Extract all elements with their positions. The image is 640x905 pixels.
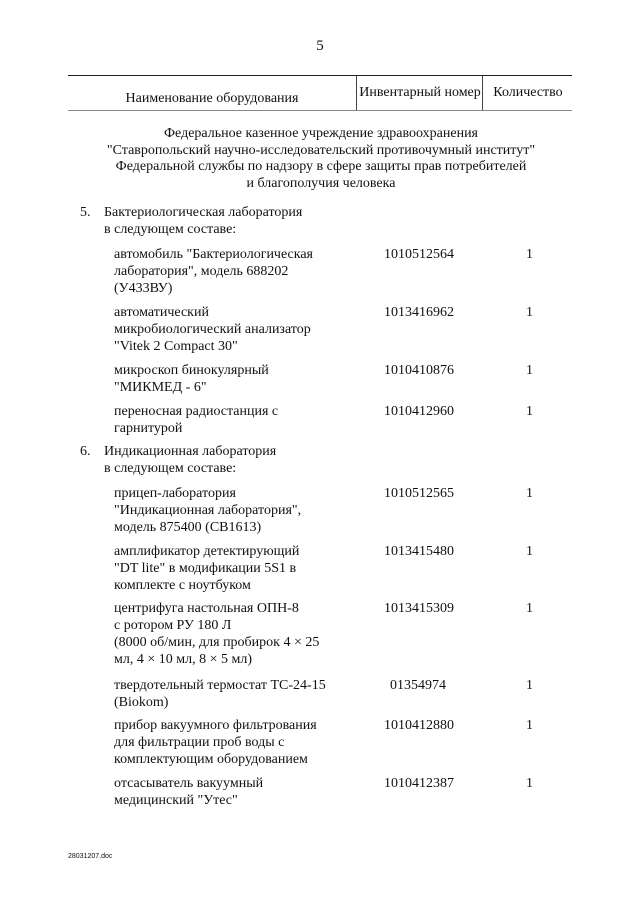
inventory-number: 1010512564 bbox=[384, 247, 454, 262]
equipment-name-line: (8000 об/мин, для пробирок 4 × 25 bbox=[114, 635, 320, 650]
inventory-number: 1013415480 bbox=[384, 544, 454, 559]
equipment-name bbox=[114, 717, 359, 768]
equipment-name-line: медицинский "Утес" bbox=[114, 793, 238, 808]
equipment-name-line: микроскоп бинокулярный bbox=[114, 363, 269, 378]
inventory-number: 01354974 bbox=[390, 678, 446, 693]
quantity: 1 bbox=[526, 718, 533, 733]
inventory-number: 1013416962 bbox=[384, 305, 454, 320]
inventory-number: 1010412960 bbox=[384, 404, 454, 419]
equipment-name bbox=[114, 246, 359, 297]
header-inventory-number: Инвентарный номер bbox=[356, 76, 483, 110]
equipment-name-line: амплификатор детектирующий bbox=[114, 544, 300, 559]
equipment-name bbox=[114, 600, 359, 668]
equipment-name-line: автомобиль "Бактериологическая bbox=[114, 247, 313, 262]
equipment-name bbox=[114, 304, 359, 355]
equipment-name-line: прибор вакуумного фильтрования bbox=[114, 718, 317, 733]
quantity: 1 bbox=[526, 544, 533, 559]
section-number: 6. bbox=[80, 444, 91, 459]
organization-title bbox=[60, 126, 582, 192]
document-filename: 28031207.doc bbox=[68, 853, 113, 860]
section-heading bbox=[80, 444, 276, 477]
equipment-name-line: комплекте с ноутбуком bbox=[114, 578, 251, 593]
header-equipment-name: Наименование оборудования bbox=[125, 91, 299, 106]
quantity: 1 bbox=[526, 678, 533, 693]
equipment-name-line: прицеп-лаборатория bbox=[114, 486, 236, 501]
equipment-name-line: микробиологический анализатор bbox=[114, 322, 311, 337]
equipment-name-line: с ротором РУ 180 Л bbox=[114, 618, 232, 633]
equipment-name bbox=[114, 775, 359, 809]
equipment-name-line: лаборатория", модель 688202 bbox=[114, 264, 289, 279]
equipment-name-line: "Индикационная лаборатория", bbox=[114, 503, 302, 518]
section-title: Бактериологическая лаборатория bbox=[104, 205, 303, 220]
section-title: Индикационная лаборатория bbox=[104, 444, 277, 459]
equipment-name-line: (Biokom) bbox=[114, 695, 169, 710]
section-number: 5. bbox=[80, 205, 91, 220]
organization-line: "Ставропольский научно-исследовательский противочумный институт" bbox=[106, 142, 536, 158]
equipment-name-line: автоматический bbox=[114, 305, 209, 320]
quantity: 1 bbox=[526, 776, 533, 791]
section-subtitle: в следующем составе: bbox=[104, 221, 237, 237]
equipment-name-line: "DT lite" в модификации 5S1 в bbox=[114, 561, 297, 576]
organization-line: и благополучия человека bbox=[246, 175, 396, 191]
equipment-name-line: комплектующим оборудованием bbox=[114, 752, 308, 767]
equipment-name-line: (У433ВУ) bbox=[114, 281, 173, 296]
equipment-name bbox=[114, 543, 359, 594]
equipment-name-line: для фильтрации проб воды с bbox=[114, 735, 285, 750]
equipment-name bbox=[114, 485, 359, 536]
equipment-name-line: центрифуга настольная ОПН-8 bbox=[114, 601, 299, 616]
quantity: 1 bbox=[526, 601, 533, 616]
section-heading bbox=[80, 205, 302, 238]
header-quantity: Количество bbox=[482, 76, 573, 110]
quantity: 1 bbox=[526, 247, 533, 262]
equipment-name-line: мл, 4 × 10 мл, 8 × 5 мл) bbox=[114, 652, 252, 667]
inventory-number: 1010512565 bbox=[384, 486, 454, 501]
equipment-name-line: гарнитурой bbox=[114, 421, 183, 436]
equipment-name-line: "МИКМЕД - 6" bbox=[114, 380, 207, 395]
inventory-number: 1010410876 bbox=[384, 363, 454, 378]
organization-line: Федеральной службы по надзору в сфере защиты прав потребителей bbox=[115, 159, 527, 174]
inventory-number: 1010412880 bbox=[384, 718, 454, 733]
table-header bbox=[68, 75, 572, 111]
equipment-name-line: "Vitek 2 Compact 30" bbox=[114, 339, 238, 354]
quantity: 1 bbox=[526, 363, 533, 378]
section-subtitle: в следующем составе: bbox=[104, 460, 237, 476]
quantity: 1 bbox=[526, 486, 533, 501]
equipment-name-line: отсасыватель вакуумный bbox=[114, 776, 264, 791]
equipment-name-line: модель 875400 (СВ1613) bbox=[114, 520, 262, 535]
equipment-name bbox=[114, 362, 359, 396]
equipment-name bbox=[114, 403, 359, 437]
inventory-number: 1013415309 bbox=[384, 601, 454, 616]
page-number: 5 bbox=[316, 38, 324, 54]
equipment-name-line: переносная радиостанция с bbox=[114, 404, 279, 419]
quantity: 1 bbox=[526, 404, 533, 419]
quantity: 1 bbox=[526, 305, 533, 320]
equipment-name-line: твердотельный термостат ТС-24-15 bbox=[114, 678, 326, 693]
equipment-name bbox=[114, 677, 359, 711]
inventory-number: 1010412387 bbox=[384, 776, 454, 791]
organization-line: Федеральное казенное учреждение здравоохранения bbox=[163, 126, 478, 141]
